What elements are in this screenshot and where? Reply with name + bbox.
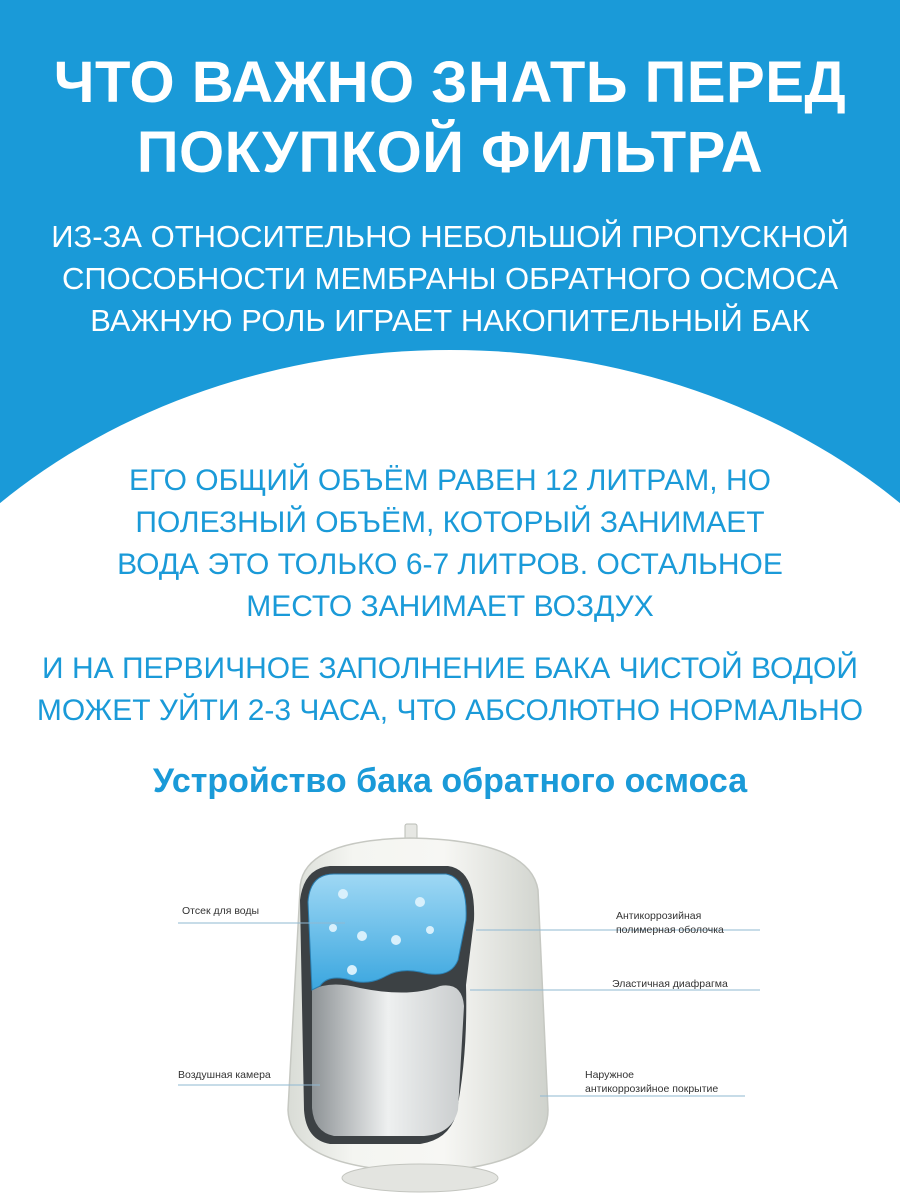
fill-line: МОЖЕТ УЙТИ 2-3 ЧАСА, ЧТО АБСОЛЮТНО НОРМАЛЬНО — [36, 694, 864, 727]
diagram-title: Устройство бака обратного осмоса — [152, 762, 748, 800]
volume-line: ЕГО ОБЩИЙ ОБЪЁМ РАВЕН 12 ЛИТРАМ, НО — [129, 464, 771, 497]
label-diaphragm: Эластичная диафрагма — [612, 978, 728, 990]
volume-line: ВОДА ЭТО ТОЛЬКО 6-7 ЛИТРОВ. ОСТАЛЬНОЕ — [117, 548, 783, 581]
fill-line: И НА ПЕРВИЧНОЕ ЗАПОЛНЕНИЕ БАКА ЧИСТОЙ ВОДОЙ — [42, 652, 858, 685]
intro-line: ИЗ-ЗА ОТНОСИТЕЛЬНО НЕБОЛЬШОЙ ПРОПУСКНОЙ — [51, 219, 849, 254]
volume-line: МЕСТО ЗАНИМАЕТ ВОЗДУХ — [246, 590, 654, 623]
label-air-chamber: Воздушная камера — [178, 1069, 271, 1081]
label-shell-line: Антикоррозийная — [616, 910, 702, 922]
label-coating-line: Наружное — [585, 1069, 635, 1081]
tank-cutaway — [300, 866, 474, 1144]
volume-text — [0, 460, 900, 628]
page-title — [0, 48, 900, 188]
label-shell — [616, 909, 724, 937]
fill-time-text — [0, 648, 900, 732]
label-water-compartment: Отсек для воды — [182, 905, 260, 917]
intro-text — [0, 216, 900, 342]
volume-line: ПОЛЕЗНЫЙ ОБЪЁМ, КОТОРЫЙ ЗАНИМАЕТ — [135, 506, 765, 539]
title-line: ЧТО ВАЖНО ЗНАТЬ ПЕРЕД — [53, 50, 847, 115]
title-line: ПОКУПКОЙ ФИЛЬТРА — [136, 120, 764, 185]
label-shell-line: полимерная оболочка — [616, 924, 724, 936]
tank-diagram — [0, 810, 900, 1200]
label-coating — [585, 1068, 718, 1096]
intro-line: СПОСОБНОСТИ МЕМБРАНЫ ОБРАТНОГО ОСМОСА — [61, 261, 838, 296]
intro-line: ВАЖНУЮ РОЛЬ ИГРАЕТ НАКОПИТЕЛЬНЫЙ БАК — [90, 303, 810, 338]
label-coating-line: антикоррозийное покрытие — [585, 1083, 719, 1095]
